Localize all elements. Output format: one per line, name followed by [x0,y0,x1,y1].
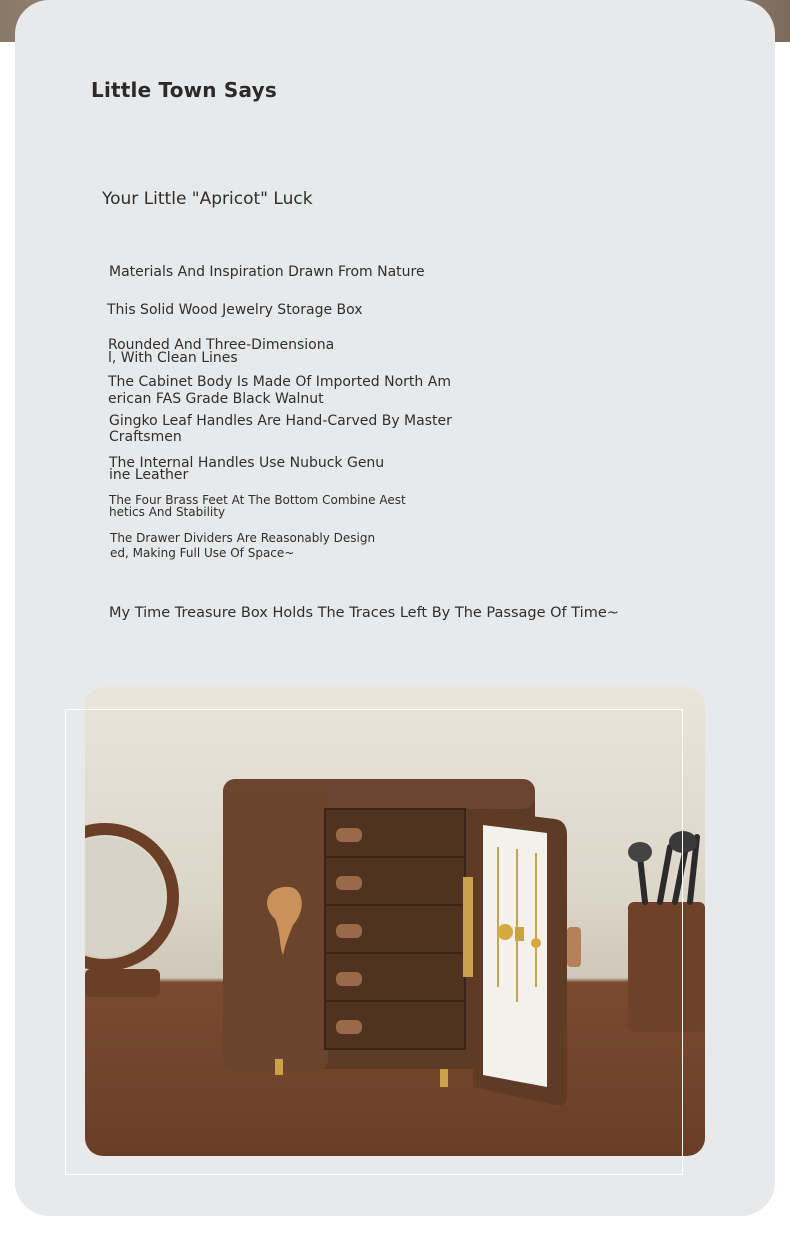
description-line: Materials And Inspiration Drawn From Nature [109,264,425,280]
description-line: The Cabinet Body Is Made Of Imported North Am erican FAS Grade Black Walnut [108,374,451,407]
description-line: The Four Brass Feet At The Bottom Combine Aest hetics And Stability [109,493,406,519]
description-line: The Drawer Dividers Are Reasonably Design ed, Making Full Use Of Space~ [110,531,376,560]
description-line: This Solid Wood Jewelry Storage Box [107,302,363,318]
description-line: Rounded And Three-Dimensiona l, With Clean Lines [108,337,335,366]
section-subheading: Your Little "Apricot" Luck [102,189,313,209]
description-line: Gingko Leaf Handles Are Hand-Carved By Master Craftsmen [109,413,452,445]
photo-outline-frame [65,709,683,1175]
section-heading: Little Town Says [91,78,277,102]
description-line: The Internal Handles Use Nubuck Genu ine Leather [109,455,385,483]
closing-line: My Time Treasure Box Holds The Traces Left By The Passage Of Time~ [109,605,619,621]
